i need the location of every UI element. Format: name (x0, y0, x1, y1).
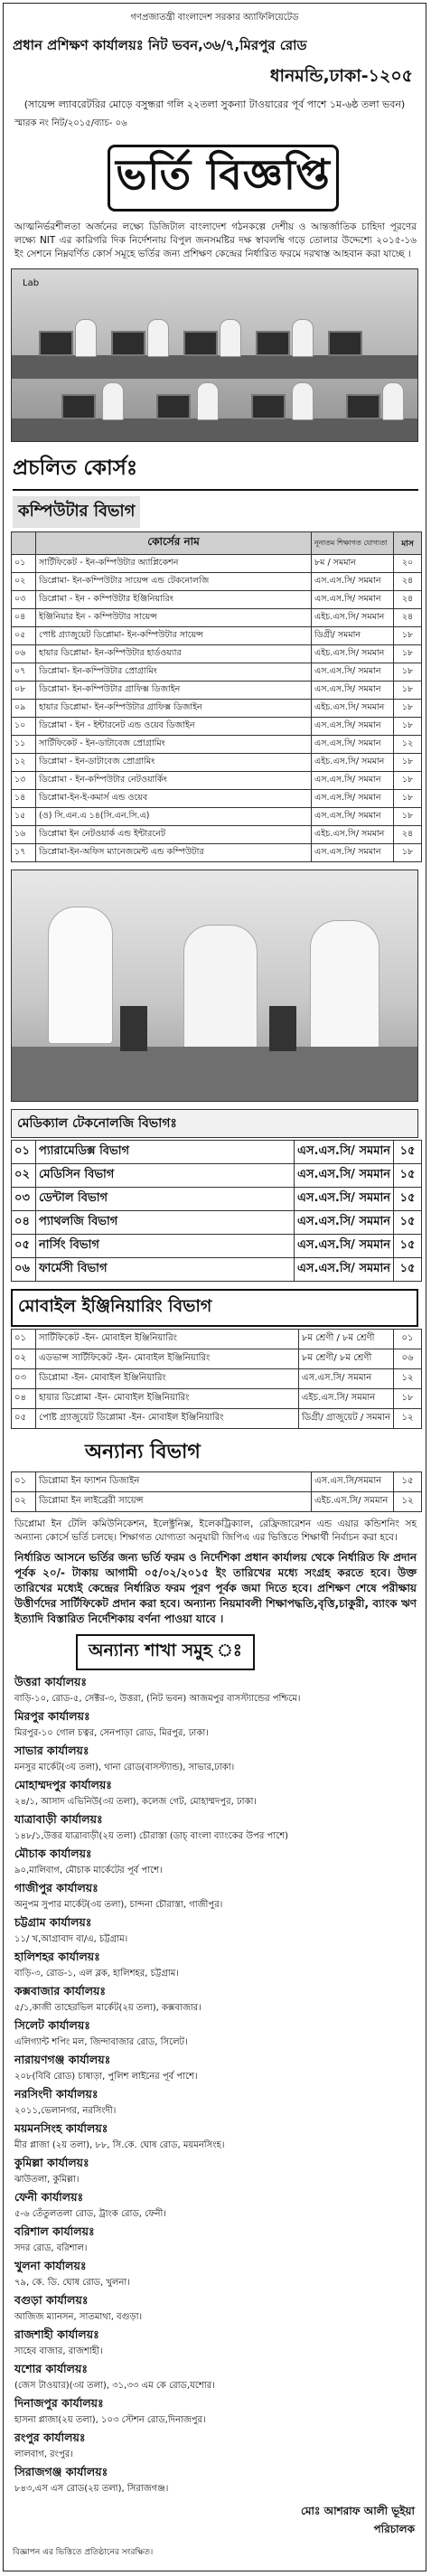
duration-cell: ১৫ (394, 1258, 422, 1282)
notice-title: ভর্তি বিজ্ঞপ্তি (108, 145, 339, 212)
branch-name: যাত্রাবাড়ী কার্যালয়ঃ (14, 1812, 103, 1826)
duration-cell: ১৮ (394, 808, 422, 826)
serial-cell: ১০ (12, 718, 36, 736)
qualification-cell: এস.এস.সি/ সমমান (295, 1235, 394, 1258)
name-cell: মেডিসিন বিভাগ (36, 1164, 295, 1188)
duration-cell: ১৮ (394, 663, 422, 682)
duration-cell: ১৮ (394, 754, 422, 772)
duration-cell: ১৫ (394, 1472, 422, 1492)
branch-address: ৭৯, কে. ডি. ঘোষ রোড, খুলনা। (14, 2278, 130, 2288)
course-row (12, 645, 422, 663)
name-cell: ডিপ্লোমা- ইন-কম্পিউটার প্রোগ্রামিং (36, 663, 312, 682)
branch-address: বাড়ি-৩, রোড-১, এল ব্লক, হালিশহর, চট্টগ্রাম। (14, 1969, 179, 1979)
serial-cell: ০২ (12, 1164, 36, 1188)
branches-title: অন্যান্য শাখা সমুহ ঃ (76, 1634, 255, 1670)
branch-item (14, 1915, 417, 1945)
name-cell: প্যাথলজি বিভাগ (36, 1211, 295, 1235)
duration-cell: ২৪ (394, 826, 422, 844)
serial-cell: ১১ (12, 736, 36, 754)
duration-cell: ১৮ (394, 718, 422, 736)
name-cell: হায়ার ডিপ্লোমা- ইন-কম্পিউটার গ্রাফিক্স ডিজাইন (36, 700, 312, 718)
serial-cell: ০৫ (12, 1235, 36, 1258)
duration-cell: ১৫ (394, 1164, 422, 1188)
qualification-cell: ৮ম / সমমান (312, 555, 394, 573)
other-department-title: অন্যান্য বিভাগ (85, 1441, 201, 1463)
qualification-cell: এইচ.এস.সি/ সমমান (298, 1389, 393, 1409)
qualification-cell: এস.এস.সি/ সমমান (295, 1141, 394, 1164)
branch-item (14, 1950, 417, 1979)
duration-cell: ১২ (394, 1492, 422, 1512)
branch-name: খুলনা কার্যালয়ঃ (14, 2259, 87, 2272)
name-cell: ডিপ্লোমা- ইন-কম্পিউটার সায়েন্স এন্ড টেকনোলজি (36, 573, 312, 591)
serial-cell: ০৭ (12, 663, 36, 682)
name-cell: ডিপ্লোমা - ইন - ইন্টারনেট এন্ড ওয়েব ডিজাইন (36, 718, 312, 736)
qualification-cell: এস.এস.সি/ সমমান (312, 573, 394, 591)
course-row (12, 754, 422, 772)
serial-cell: ০১ (12, 555, 36, 573)
qualification-cell: এইচ.এস.সি/ সমমান (312, 754, 394, 772)
computer-course-table (11, 531, 422, 862)
affiliation-line: গণপ্রজাতন্ত্রী বাংলাদেশ সরকার অ্যাফিলিয়েটেড (130, 13, 299, 23)
branch-item (14, 1709, 417, 1739)
mobile-row (12, 1349, 422, 1369)
qualification-cell: এস.এস.সি/ সমমান (295, 1258, 394, 1282)
serial-cell: ০৩ (12, 1188, 36, 1211)
serial-cell: ০৪ (12, 609, 36, 627)
medical-row (12, 1258, 422, 1282)
branch-name: ফেনী কার্যালয়ঃ (14, 2190, 84, 2204)
course-row (12, 591, 422, 609)
name-cell: ডেন্টাল বিভাগ (36, 1188, 295, 1211)
branch-name: মোহাম্মদপুর কার্যালয়ঃ (14, 1778, 112, 1791)
branch-name: চট্টগ্রাম কার্যালয়ঃ (14, 1915, 92, 1929)
qualification-cell: এস.এস.সি/ সমমান (312, 790, 394, 808)
duration-cell: ০১ (394, 1330, 422, 1349)
office-address-heading: প্রধান প্রশিক্ষণ কার্যালয়ঃ নিট ভবন,৩৬/৭,মিরপুর রোড (13, 37, 307, 53)
serial-cell: ১৪ (12, 790, 36, 808)
other-row (12, 1472, 422, 1492)
branch-address: মিরপুর-১০ গোল চত্বর, সেনপাড়া রোড, মিরপুর, ঢাকা। (14, 1728, 209, 1738)
mobile-row (12, 1389, 422, 1409)
qualification-cell: এস.এস.সি/ সমমান (312, 718, 394, 736)
branch-item (14, 2190, 417, 2220)
duration-cell: ১৮ (394, 790, 422, 808)
branch-name: রংপুর কার্যালয়ঃ (14, 2430, 86, 2444)
branch-item (14, 2430, 417, 2460)
medical-row (12, 1141, 422, 1164)
medical-row (12, 1188, 422, 1211)
course-row (12, 772, 422, 790)
memo-number: স্মারক নং নিট/২০১৫/ব্যাচ- ০৬ (14, 118, 127, 128)
qualification-cell: এস.এস.সি/ সমমান (312, 808, 394, 826)
name-cell: নার্সিং বিভাগ (36, 1235, 295, 1258)
course-row (12, 627, 422, 645)
signatory-name: মোঃ আশরাফ আলী ভূইয়া (301, 2505, 415, 2517)
serial-cell: ০৫ (12, 1409, 36, 1429)
serial-cell: ১৫ (12, 808, 36, 826)
footnote: বিজ্ঞাপন এর ভিত্তিতে প্রতিষ্ঠানের সংরক্ষিত। (13, 2548, 154, 2557)
serial-cell: ০৪ (12, 1389, 36, 1409)
computer-department-title: কম্পিউটার বিভাগ (13, 496, 140, 528)
duration-cell: ১৫ (394, 1141, 422, 1164)
branch-address: বাড়ি-১০, রোড-৫, সেক্টর-৩, উত্তরা, (নিট ভবন) আজমপুর বাসস্ট্যান্ডের পশ্চিমে। (14, 1694, 301, 1704)
branch-item (14, 2156, 417, 2186)
duration-cell: ১৮ (394, 645, 422, 663)
serial-cell: ০৪ (12, 1211, 36, 1235)
branch-list (4, 1675, 426, 2495)
duration-cell: ২৪ (394, 591, 422, 609)
branch-name: যশোর কার্যালয়ঃ (14, 2362, 89, 2375)
medical-department-title: মেডিক্যাল টেকনোলজি বিভাগঃ (11, 1109, 418, 1138)
qualification-cell: এস.এস.সি/ সমমান (295, 1188, 394, 1211)
duration-cell: ১৮ (394, 700, 422, 718)
serial-cell: ০২ (12, 573, 36, 591)
qualification-cell: এইচ.এস.সি/ সমমান (312, 609, 394, 627)
course-row (12, 555, 422, 573)
serial-cell: ০১ (12, 1472, 36, 1492)
qualification-cell: এস.এস.সি/ সমমান (312, 844, 394, 862)
name-cell: ডিপ্লোমা ইন লাইব্রেরী সায়েন্স (36, 1492, 312, 1512)
duration-cell: ১৫ (394, 1211, 422, 1235)
branch-item (14, 1744, 417, 1773)
header-qualification: নূন্যতম শিক্ষাগত যোগ্যতা (312, 532, 394, 555)
courses-section-title: প্রচলিত কোর্সঃ (13, 451, 418, 491)
branch-item (14, 2396, 417, 2426)
branch-address: (জেস টাওয়ার)(৩য় তলা), ৩১,৩৩ এম কে রোড,যশোর। (14, 2381, 215, 2391)
qualification-cell: ডিগ্রী/ গ্রাজুয়েট / সমমান (298, 1409, 393, 1429)
qualification-cell: এস.এস.সি/ সমমান (312, 682, 394, 700)
branch-address: ২০৮(বিবি রোড) চাষাড়া, পুলিশ লাইনের পূর্ব পাশে। (14, 2072, 198, 2082)
qualification-cell: এস.এস.সি/ সমমান (312, 663, 394, 682)
branch-address: ২০১১,ভেলানগর, নরসিংদী। (14, 2106, 117, 2116)
medical-row (12, 1164, 422, 1188)
course-row (12, 682, 422, 700)
branch-address: ৫/১,কাজী তাহেরভিল মার্কেট(২য় তলা), কক্সবাজার। (14, 2003, 201, 2013)
mobile-department-title: মোবাইল ইঞ্জিনিয়ারিং বিভাগ (11, 1289, 418, 1327)
qualification-cell: এস.এস.সি/ সমমান (312, 772, 394, 790)
branch-item (14, 2327, 417, 2357)
name-cell: প্যারামেডিক্স বিভাগ (36, 1141, 295, 1164)
branch-address: ৫-৬ তেঁতুলতলা রোড, ট্রাংক রোড, ফেনী। (14, 2209, 166, 2219)
other-courses-note: ডিপ্লোমা ইন টেলি কমিউনিকেশন, ইলেক্ট্রনিক্স, ইলেকট্রিক্যাল, রেফ্রিজারেশন এন্ড এয়ার কন্ডিশনিং সহ অন্যান্য কোর্সে ভর্তি চলছে। শিক্ষাগত যোগ্যতা অনুযায়ী জিপিএ এর ভিত্তিতে শিক্ষার্থী নির্বাচন করা হবে। (14, 1518, 417, 1543)
serial-cell: ০৩ (12, 591, 36, 609)
duration-cell: ১২ (394, 736, 422, 754)
course-table-header (12, 532, 422, 555)
branch-address: এলিগ্যান্ট শপিং মল, জিন্দাবাজার রোড, সিলেট। (14, 2037, 188, 2047)
name-cell: হায়ার ডিপ্লোমা- ইন-কম্পিউটার হার্ডওয়্যার (36, 645, 312, 663)
duration-cell: ২৪ (394, 573, 422, 591)
branch-item (14, 2465, 417, 2495)
medical-lab-photo (11, 870, 418, 1102)
duration-cell: ১২ (394, 1409, 422, 1429)
duration-cell: ১৮ (394, 682, 422, 700)
branch-item (14, 2121, 417, 2151)
qualification-cell: ৮ম শ্রেণী / ৮ম শ্রেণী (298, 1330, 393, 1349)
branch-name: রাজশাহী কার্যালয়ঃ (14, 2327, 99, 2341)
serial-cell: ১৭ (12, 844, 36, 862)
branch-address: ২৪/১, আসাদ এভিনিউ(৩য় তলা), কলেজ গেট, মোহাম্মদপুর, ঢাকা। (14, 1797, 257, 1807)
name-cell: ফার্মেসী বিভাগ (36, 1258, 295, 1282)
serial-cell: ০৯ (12, 700, 36, 718)
serial-cell: ০১ (12, 1330, 36, 1349)
serial-cell: ০১ (12, 1141, 36, 1164)
branch-address: ৯০,মালিবাগ, মৌচাক মার্কেটের পূর্ব পাশে। (14, 1866, 163, 1876)
course-row (12, 790, 422, 808)
serial-cell: ০৬ (12, 645, 36, 663)
serial-cell: ১২ (12, 754, 36, 772)
serial-cell: ০৮ (12, 682, 36, 700)
serial-cell: ০৬ (12, 1258, 36, 1282)
branch-address: অনুপম সুপার মার্কেট(৩য় তলা), চান্দনা চৌরাস্তা, গাজীপুর। (14, 1900, 223, 1910)
branch-name: সিরাজগঞ্জ কার্যালয়ঃ (14, 2465, 108, 2478)
duration-cell: ১৮ (394, 844, 422, 862)
serial-cell: ০৩ (12, 1369, 36, 1389)
mobile-row (12, 1330, 422, 1349)
branch-item (14, 1847, 417, 1876)
footer (13, 2545, 417, 2559)
branch-name: উত্তরা কার্যালয়ঃ (14, 1675, 88, 1688)
branch-address: আজিজ ম্যানসন, সাতমাথা, বগুড়া। (14, 2312, 143, 2322)
branch-name: দিনাজপুর কার্যালয়ঃ (14, 2396, 104, 2410)
branch-name: নারায়ণগঞ্জ কার্যালয়ঃ (14, 2053, 111, 2066)
course-row (12, 736, 422, 754)
name-cell: (ও) সি.এন.এ ১৪(সি.এন.সি.এ) (36, 808, 312, 826)
qualification-cell: ডিগ্রী/ সমমান (312, 627, 394, 645)
header-serial (12, 532, 36, 555)
qualification-cell: এইচ.এস.সি/ সমমান (312, 645, 394, 663)
mobile-row (12, 1409, 422, 1429)
branch-name: নরসিংদী কার্যালয়ঃ (14, 2087, 98, 2101)
branch-address: ঝাউতলা, কুমিল্লা। (14, 2175, 80, 2185)
name-cell: ডিপ্লোমা-ইন-ই-কমার্স এন্ড ওয়েব (36, 790, 312, 808)
name-cell: ডিপ্লোমা ইন ফ্যাশন ডিজাইন (36, 1472, 312, 1492)
header-course-name: কোর্সের নাম (36, 532, 312, 555)
name-cell: পোষ্ট গ্র্যাজুয়েট ডিপ্লোমা- ইন-কম্পিউটার সায়েন্স (36, 627, 312, 645)
admission-notice-page (3, 3, 426, 2571)
qualification-cell: এইচ.এস.সি/ সমমান (312, 1492, 394, 1512)
name-cell: ডিপ্লোমা - ইন - কম্পিউটার ইঞ্জিনিয়ারিং (36, 591, 312, 609)
branch-address: সদর রোড, বরিশাল। (14, 2243, 88, 2253)
serial-cell: ০৫ (12, 627, 36, 645)
branch-address: ১১/ খ,আগ্রাবাদ বা/এ, চট্টগ্রাম। (14, 1934, 128, 1944)
branch-name: হালিশহর কার্যালয়ঃ (14, 1950, 100, 1963)
branch-item (14, 2053, 417, 2082)
serial-cell: ১৬ (12, 826, 36, 844)
signatory-title: পরিচালক (373, 2523, 415, 2535)
name-cell: ডিপ্লোমা- ইন-কম্পিউটার গ্রাফিক্স ডিজাইন (36, 682, 312, 700)
name-cell: ডিপ্লোমা - ইন-কম্পিউটার নেটওয়ার্কিং (36, 772, 312, 790)
duration-cell: ২০ (394, 555, 422, 573)
name-cell: ডিপ্লোমা - ইন-ডাটাবেজ প্রোগ্রামিং (36, 754, 312, 772)
branch-name: গাজীপুর কার্যালয়ঃ (14, 1881, 98, 1894)
course-row (12, 663, 422, 682)
mobile-course-table (11, 1329, 422, 1429)
name-cell: সার্টিফিকেট -ইন- মোবাইল ইঞ্জিনিয়ারিং (36, 1330, 299, 1349)
branch-name: মৌচাক কার্যালয়ঃ (14, 1847, 92, 1860)
qualification-cell: এস.এস.সি/ সমমান (295, 1164, 394, 1188)
serial-cell: ০২ (12, 1349, 36, 1369)
branch-item (14, 2087, 417, 2117)
name-cell: ডিপ্লোমা-ইন-অফিস ম্যানেজমেন্ট এন্ড কম্পিউটার (36, 844, 312, 862)
name-cell: পোষ্ট গ্র্যাজুয়েট ডিপ্লোমা -ইন- মোবাইল ইঞ্জিনিয়ারিং (36, 1409, 299, 1429)
duration-cell: ১২ (394, 1369, 422, 1389)
branch-name: বরিশাল কার্যালয়ঃ (14, 2224, 95, 2238)
branch-name: কুমিল্লা কার্যালয়ঃ (14, 2156, 89, 2169)
name-cell: সার্টিফিকেট - ইন-ডাটাবেজ প্রোগ্রামিং (36, 736, 312, 754)
name-cell: সার্টিফিকেট - ইন-কম্পিউটার অ্যাপ্লিকেশন (36, 555, 312, 573)
qualification-cell: এস.এস.সি/সমমান (312, 1472, 394, 1492)
branch-address: ১৪৮/১,উত্তর যাত্রাবাড়ী(২য় তলা) চৌরাস্তা (ডাচ্ বাংলা ব্যাংকের উপর পাশে) (14, 1831, 289, 1841)
qualification-cell: এস.এস.সি/ সমমান (312, 736, 394, 754)
branch-address: মীর প্লাজা (২য় তলা), ৮৮, সি.কে. ঘোষ রোড, ময়মনসিংহ। (14, 2140, 225, 2150)
branch-item (14, 1675, 417, 1705)
duration-cell: ১৮ (394, 1389, 422, 1409)
course-row (12, 573, 422, 591)
branch-address: লালবাগ, রংপুর। (14, 2449, 73, 2459)
computer-lab-photo (11, 268, 418, 442)
qualification-cell: এস.এস.সি/ সমমান (295, 1211, 394, 1235)
header-duration: মাস (394, 532, 422, 555)
qualification-cell: এস.এস.সি/ সমমান (298, 1369, 393, 1389)
office-address-detail: (সায়েন্স ল্যাবরেটরির মোড়ে বসুন্ধরা গলি ২২তলা সুকন্যা টাওয়ারের পূর্ব পাশে ১ম-৬ষ্ঠ তলা ভবন) (23, 99, 406, 110)
signature-block (4, 2504, 415, 2540)
name-cell: এডভান্স সার্টিফিকেট -ইন- মোবাইল ইঞ্জিনিয়ারিং (36, 1349, 299, 1369)
branch-item (14, 2293, 417, 2323)
branch-item (14, 1984, 417, 2014)
branch-address: হাসনা প্লাজা(২য় তলা), ১০৩ স্টেশন রোড,দিনাজপুর। (14, 2415, 206, 2425)
admission-deadline-paragraph: নির্ধারিত আসনে ভর্তির জন্য ভর্তি ফরম ও নির্দেশিকা প্রধান কার্যালয় থেকে নির্ধারিত ফি প্রদান পূর্বক ২০/- টাকায় আগামী ০৫/০২/২০১৫ ইং তারিখের মধ্যে সংগ্রহ করতে হবে। উক্ত তারিখের মধ্যেই কেন্দ্রের নির্ধারিত ফরম পূরণ পূর্বক জমা দিতে হবে। প্রশিক্ষণ শেষে পরীক্ষায় উত্তীর্ণদের সার্টিফিকেট প্রদান করা হবে। অন্যান্য নিয়মাবলী শিক্ষাপদ্ধতি,বৃত্তি,চাকুরী, ব্যাংক ঋণ ইত্যাদি বিস্তারিত নির্দেশিকায় বর্ণনা পাওয়া যাবে । (14, 1551, 417, 1625)
branch-item (14, 1881, 417, 1911)
qualification-cell: এইচ.এস.সি/ সমমান (312, 826, 394, 844)
name-cell: ডিপ্লোমা ইন নেটওয়ার্ক এন্ড ইন্টারনেট (36, 826, 312, 844)
name-cell: ডিপ্লোমা -ইন- মোবাইল ইঞ্জিনিয়ারিং (36, 1369, 299, 1389)
branch-item (14, 1812, 417, 1842)
duration-cell: ১৮ (394, 627, 422, 645)
course-row (12, 844, 422, 862)
course-row (12, 826, 422, 844)
qualification-cell: ৮ম শ্রেণী/ ৮ম শ্রেণী (298, 1349, 393, 1369)
branch-address: সাহেব বাজার, রাজশাহী। (14, 2346, 103, 2356)
branch-item (14, 2018, 417, 2048)
branch-name: বগুড়া কার্যালয়ঃ (14, 2293, 89, 2307)
branch-name: ময়মনসিংহ কার্যালয়ঃ (14, 2121, 108, 2135)
branch-name: সাভার কার্যালয়ঃ (14, 1744, 89, 1757)
duration-cell: ১৫ (394, 1188, 422, 1211)
branch-address: ৮৪৩,এস এস রোড(২য় তলা), সিরাজগঞ্জ। (14, 2484, 169, 2494)
duration-cell: ০৬ (394, 1349, 422, 1369)
course-row (12, 609, 422, 627)
serial-cell: ০২ (12, 1492, 36, 1512)
serial-cell: ১৩ (12, 772, 36, 790)
office-city: ধানমন্ডি,ঢাকা-১২০৫ (269, 66, 413, 86)
other-course-table (11, 1471, 422, 1512)
course-row (12, 808, 422, 826)
medical-row (12, 1211, 422, 1235)
medical-course-table (11, 1140, 422, 1282)
branch-name: কক্সবাজার কার্যালয়ঃ (14, 1984, 107, 1998)
name-cell: হায়ার ডিপ্লোমা -ইন- মোবাইল ইঞ্জিনিয়ারিং (36, 1389, 299, 1409)
branch-item (14, 1778, 417, 1808)
mobile-row (12, 1369, 422, 1389)
branch-name: সিলেট কার্যালয়ঃ (14, 2018, 90, 2032)
duration-cell: ১৫ (394, 1235, 422, 1258)
course-row (12, 700, 422, 718)
medical-row (12, 1235, 422, 1258)
duration-cell: ২৪ (394, 609, 422, 627)
duration-cell: ১৮ (394, 772, 422, 790)
branch-item (14, 2362, 417, 2392)
name-cell: ইঞ্জিনিয়ার ইন - কম্পিউটার সায়েন্স (36, 609, 312, 627)
branch-address: মনসুর মার্কেট(৩য় তলা), থানা রোড(বাসস্ট্যান্ড), সাভার,ঢাকা। (14, 1763, 235, 1772)
other-row (12, 1492, 422, 1512)
intro-paragraph: আত্মনির্ভরশীলতা অর্জনের লক্ষ্যে ডিজিটাল বাংলাদেশ গঠনকল্পে দেশীয় ও আন্তর্জাতিক চাহিদা পূরণের লক্ষ্যে NIT এর কারিগরি দিক নির্দেশনায় বিপুল জনসমষ্টির দক্ষ স্বাবলম্বি গড়ে তোলার উদ্দেশ্যে ২০১৫-১৬ ইং সেশনে নিম্নবর্ণিত কোর্স সমূহে ভর্তির জন্য প্রশিক্ষণ কেন্দ্রের নির্ধারিত ফরমে দরখাস্ত আহবান করা যাচ্ছে । (14, 221, 417, 259)
qualification-cell: এইচ.এস.সি/ সমমান (312, 700, 394, 718)
lab-label: Lab (23, 278, 40, 288)
branch-item (14, 2259, 417, 2289)
course-row (12, 718, 422, 736)
branch-name: মিরপুর কার্যালয়ঃ (14, 1709, 90, 1723)
qualification-cell: এস.এস.সি/ সমমান (312, 591, 394, 609)
branch-item (14, 2224, 417, 2254)
